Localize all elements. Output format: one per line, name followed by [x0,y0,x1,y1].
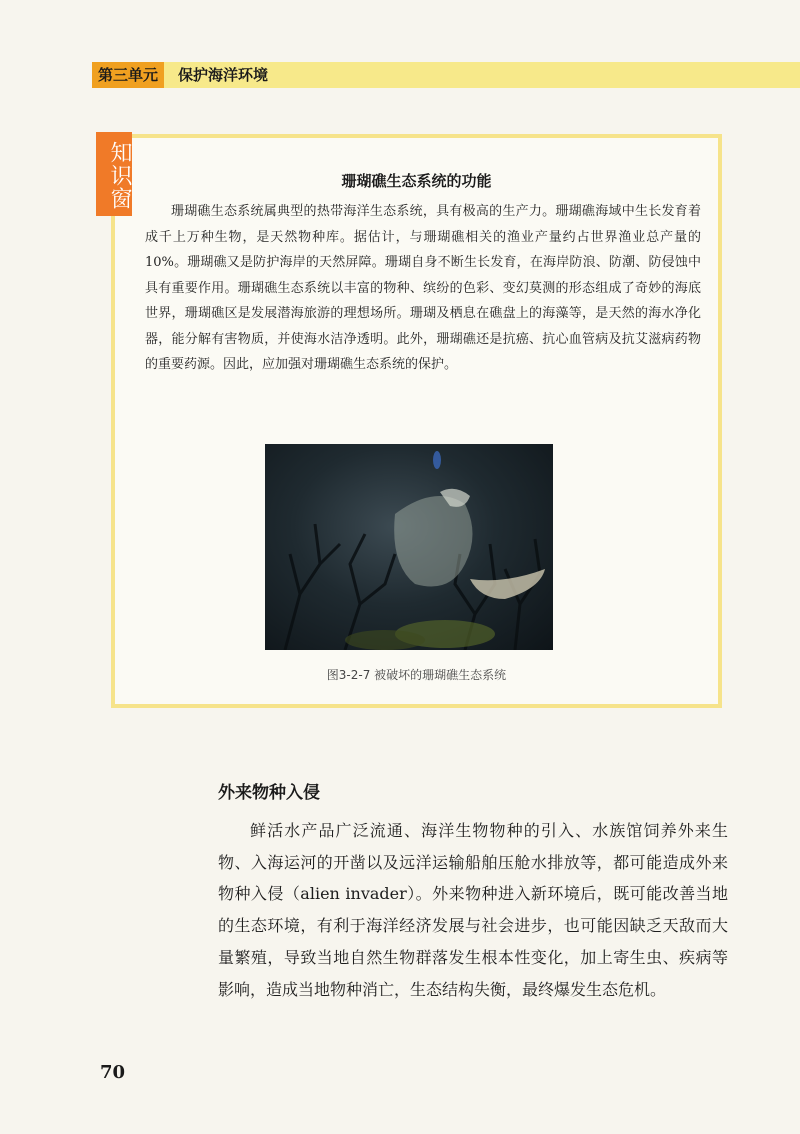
knowledge-window-title: 珊瑚礁生态系统的功能 [341,172,492,190]
figure-caption: 图3-2-7 被破坏的珊瑚礁生态系统 [326,668,507,682]
knowledge-window-paragraph: 珊瑚礁生态系统属典型的热带海洋生态系统，具有极高的生产力。珊瑚礁海域中生长发育着成千上万种生物，是天然物种库。据估计，与珊瑚礁相关的渔业产量约占世界渔业总产量的10%。珊瑚礁又是防护海岸的天然屏障。珊瑚自身不断生长发育，在海岸防浪、防潮、防侵蚀中具有重要作用。珊瑚礁生态系统以丰富的物种、缤纷的色彩、变幻莫测的形态组成了奇妙的海底世界，珊瑚礁区是发展潜海旅游的理想场所。珊瑚及栖息在礁盘上的海藻等，是天然的海水净化器，能分解有害物质，并使海水洁净透明。此外，珊瑚礁还是抗癌、抗心血管病及抗艾滋病药物的重要药源。因此，应加强对珊瑚礁生态系统的保护。 [145,204,701,372]
coral-reef-illustration [265,444,553,650]
damaged-coral-reef-photo [265,444,553,650]
section-paragraph: 鲜活水产品广泛流通、海洋生物物种的引入、水族馆饲养外来生物、入海运河的开凿以及远洋运输船舶压舱水排放等，都可能造成外来物种入侵（alien invader）。外来物种进入新环境后，既可能改善当地的生态环境，有利于海洋经济发展与社会进步，也可能因缺乏天敌而大量繁殖，导致当地自然生物群落发生根本性变化，加上寄生虫、疾病等影响，造成当地物种消亡，生态结构失衡，最终爆发生态危机。 [218,821,728,999]
section-heading: 外来物种入侵 [218,783,320,803]
unit-title: 保护海洋环境 [178,66,269,84]
knowledge-window-tag: 知识窗 [96,132,132,216]
page-number: 70 [100,1062,126,1083]
unit-label: 第三单元 [92,62,164,88]
